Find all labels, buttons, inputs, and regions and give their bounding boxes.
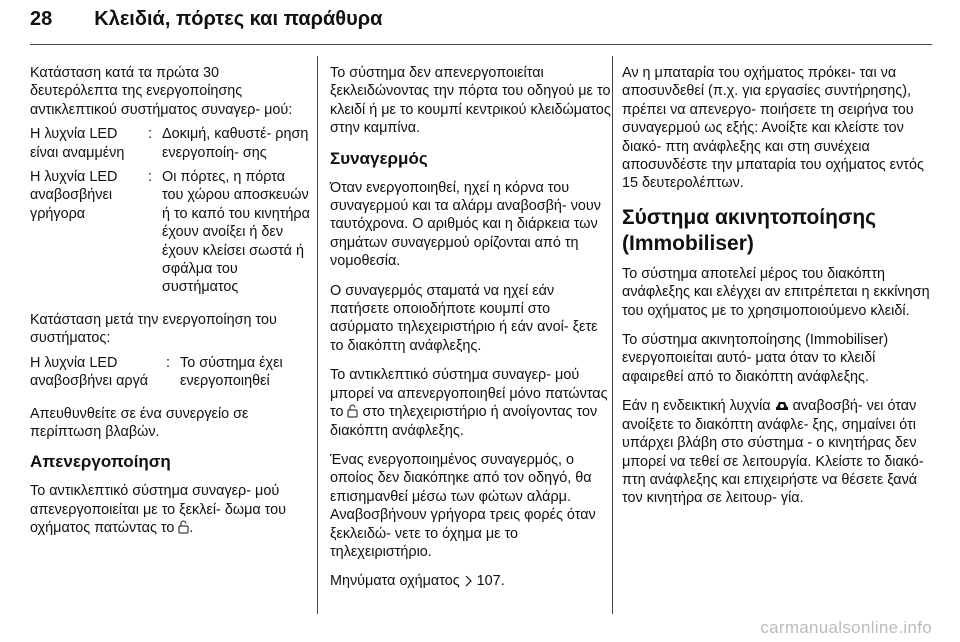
after-activation-text: Κατάσταση μετά την ενεργοποίηση του συστήματος: <box>30 311 277 347</box>
unlock-icon <box>178 520 189 534</box>
column-1 <box>30 64 310 549</box>
status-row-led-fast: Η λυχνία LED αναβοσβήνει γρήγορα : Οι πόρτες, η πόρτα του χώρου αποσκευών ή το καπό του κινητήρα έχουν ανοίξει ή δεν έχουν κλείσει σωστά ή σφάλμα του συστήματος <box>30 169 310 296</box>
deactivation-text: Το αντικλεπτικό σύστημα συναγερ‐ μού απενεργοποιείται με το ξεκλεί‐ δωμα του οχήματος πατώντας το . <box>30 483 287 537</box>
page-title: Κλειδιά, πόρτες και παράθυρα <box>94 8 383 30</box>
column-3 <box>622 64 932 519</box>
watermark: carmanualsonline.info <box>760 618 932 637</box>
status-row-led-slow: Η λυχνία LED αναβοσβήνει αργά : Το σύστημα έχει ενεργοποιηθεί <box>30 354 310 391</box>
status-intro: Κατάσταση κατά τα πρώτα 30 δευτερόλεπτα της ενεργοποίησης αντικλεπτικού συστήματος συναγερ‐ μού: <box>30 65 293 118</box>
no-deactivation-text: Το σύστημα δεν απενεργοποιείται ξεκλειδώνοντας την πόρτα του οδηγού με το κλειδί ή με το κουμπί κεντρικού κλειδώματος στην καμπίνα. <box>330 65 611 137</box>
status-label: Η λυχνία LED αναβοσβήνει γρήγορα <box>30 169 118 222</box>
status-value: Δοκιμή, καθυστέ‐ ρηση ενεργοποίη‐ σης <box>162 126 309 161</box>
immobiliser-text-1: Το σύστημα αποτελεί μέρος του διακόπτη ανάφλεξης και ελέγχει αν επιτρέπεται η εκκίνηση του οχήματος με το χρησιμοποιούμενο κλειδί. <box>622 265 930 319</box>
page-reference-icon <box>464 575 473 587</box>
status-label: Η λυχνία LED αναβοσβήνει αργά <box>30 354 149 390</box>
column-divider-2 <box>612 56 613 614</box>
alarm-text-2: Ο συναγερμός σταματά να ηχεί εάν πατήσετε οποιοδήποτε κουμπί στο ασύρματο τηλεχειριστήριο ή εάν ανοί‐ ξετε το διακόπτη ανάφλεξης. <box>330 282 598 354</box>
column-2 <box>330 64 612 602</box>
immobiliser-warning-icon <box>775 399 789 412</box>
status-value: Το σύστημα έχει ενεργοποιηθεί <box>180 354 283 390</box>
page-number: 28 <box>30 8 53 30</box>
alarm-heading: Συναγερμός <box>330 148 428 168</box>
battery-disconnect-text: Αν η μπαταρία του οχήματος πρόκει‐ ται να αποσυνδεθεί (π.χ. για εργασίες συντήρησης), πρέπει να απενεργο‐ ποιήσετε τη σειρήνα του συναγερμού ως εξής: Ανοίξτε και κλείστε τον διακό‐ πτη ανάφλεξης και στη συνέχεια αποσυνδέστε την μπαταρία του οχήματος εντός 15 δευτερολέπτων. <box>622 65 924 192</box>
page-header <box>30 8 382 31</box>
unlock-icon <box>347 404 358 418</box>
column-divider-1 <box>317 56 318 614</box>
contact-workshop-text: Απευθυνθείτε σε ένα συνεργείο σε περίπτωση βλαβών. <box>30 405 249 440</box>
page-reference-number: 107 <box>476 573 501 590</box>
status-row-led-on: Η λυχνία LED είναι αναμμένη : Δοκιμή, καθυστέ‐ ρηση ενεργοποίη‐ σης <box>30 126 309 161</box>
immobiliser-heading: Σύστημα ακινητοποίησης (Immobiliser) <box>622 205 877 255</box>
header-rule <box>30 44 932 45</box>
alarm-text-1: Όταν ενεργοποιηθεί, ηχεί η κόρνα του συναγερμού και τα αλάρμ αναβοσβή‐ νουν ταυτόχρονα. Ο αριθμός και η διάρκεια των σημάτων συναγερμού ορίζονται από τη νομοθεσία. <box>330 179 601 270</box>
immobiliser-text-2: Το σύστημα ακινητοποίησης (Immobiliser) ενεργοποιείται αυτό‐ ματα όταν το κλειδί αφαιρεθεί από το διακόπτη ανάφλεξης. <box>622 332 889 385</box>
status-label: Η λυχνία LED είναι αναμμένη <box>30 126 125 161</box>
alarm-text-3: Το αντικλεπτικό σύστημα συναγερ‐ μού μπορεί να απενεργοποιηθεί μόνο πατώντας το στο τηλεχειριστήριο ή ανοίγοντας τον διακόπτη ανάφλεξης. <box>330 367 608 439</box>
vehicle-messages-ref: Μηνύματα οχήματος 107. <box>330 573 505 590</box>
status-value: Οι πόρτες, η πόρτα του χώρου αποσκευών ή το καπό του κινητήρα έχουν ανοίξει ή δεν έχουν κλείσει σωστά ή σφάλμα του συστήματος <box>162 169 310 296</box>
deactivation-heading: Απενεργοποίηση <box>30 452 171 472</box>
immobiliser-text-3: Εάν η ενδεικτική λυχνία αναβοσβή‐ νει όταν ανοίξετε το διακόπτη ανάφλε‐ ξης, σημαίνει ότι υπάρχει βλάβη στο σύστημα - ο κινητήρας δεν μπορεί να τεθεί σε λειτουργία. Κλείστε το διακό‐ πτη ανάφλεξης και επιχειρήστε να θέσετε ξανά τον κινητήρα σε λειτουρ‐ γία. <box>622 398 924 507</box>
alarm-text-4: Ένας ενεργοποιημένος συναγερμός, ο οποίος δεν διακόπηκε από τον οδηγό, θα επισημανθεί μέσω των φώτων αλάρμ. Αναβοσβήνουν γρήγορα τρεις φορές όταν ξεκλειδώ‐ νετε το όχημα με το τηλεχειριστήριο. <box>330 451 596 560</box>
